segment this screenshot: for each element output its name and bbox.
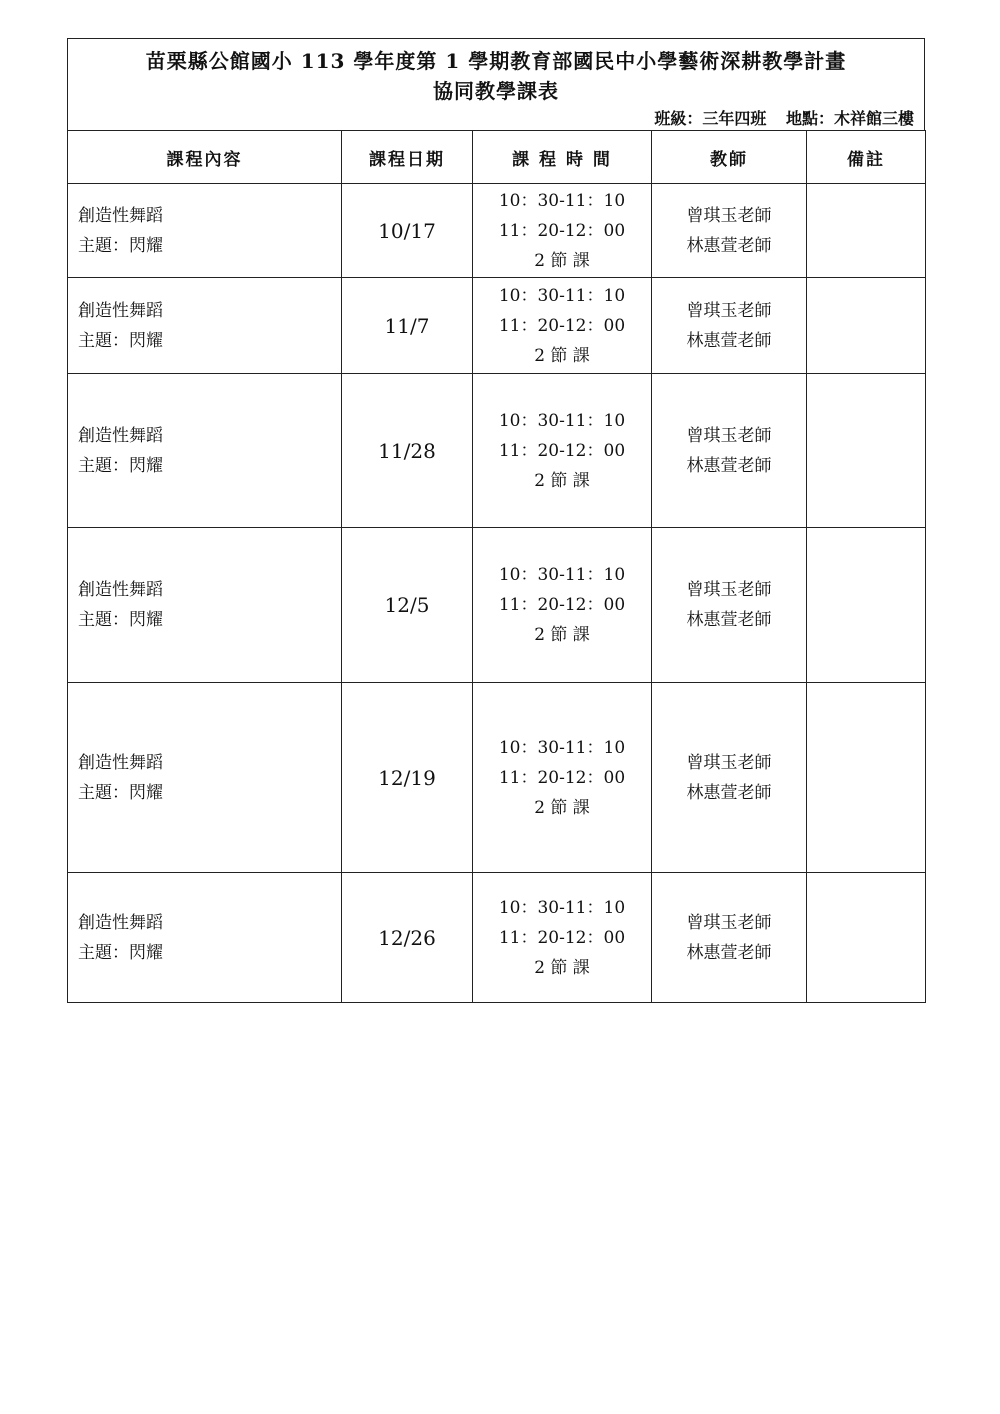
note-cell	[807, 528, 926, 683]
note-cell	[807, 374, 926, 528]
schedule-table	[67, 130, 926, 1003]
note-cell	[807, 184, 926, 278]
time-slot-1: 10：30-11：10	[498, 190, 626, 211]
period-count: 2 節 課	[534, 957, 590, 978]
course-name: 創造性舞蹈	[78, 205, 163, 226]
time-slot-1: 10：30-11：10	[498, 410, 626, 431]
teacher-name-2: 林惠萱老師	[686, 942, 772, 963]
course-theme: 主題：閃耀	[78, 235, 163, 256]
table-header-row	[68, 131, 926, 184]
course-name: 創造性舞蹈	[78, 912, 163, 933]
document-title: 苗栗縣公館國小 113 學年度第 1 學期教育部國民中小學藝術深耕教學計畫	[145, 49, 847, 73]
period-count: 2 節 課	[534, 470, 590, 491]
course-theme: 主題：閃耀	[78, 782, 163, 803]
class-label: 班級：三年四班	[654, 109, 767, 128]
teacher-name-1: 曾琪玉老師	[686, 205, 772, 226]
course-date: 12/19	[342, 683, 473, 873]
class-location-info	[640, 106, 914, 129]
time-slot-2: 11：20-12：00	[498, 315, 626, 336]
location-label: 地點：木祥館三樓	[785, 109, 914, 128]
period-count: 2 節 課	[534, 345, 590, 366]
course-date: 11/7	[342, 278, 473, 374]
course-theme: 主題：閃耀	[78, 610, 163, 630]
time-slot-2: 11：20-12：00	[498, 220, 626, 241]
teacher-name-2: 林惠萱老師	[686, 782, 772, 803]
time-slot-1: 10：30-11：10	[498, 897, 626, 918]
course-name: 創造性舞蹈	[78, 425, 163, 446]
time-slot-1: 10：30-11：10	[498, 737, 626, 758]
course-content-cell	[68, 278, 342, 374]
note-cell	[807, 278, 926, 374]
teacher-cell	[652, 278, 807, 374]
teacher-name-2: 林惠萱老師	[686, 455, 772, 476]
course-content-cell	[68, 184, 342, 278]
course-date: 10/17	[342, 184, 473, 278]
teacher-name-2: 林惠萱老師	[686, 235, 772, 256]
document-subtitle: 協同教學課表	[433, 79, 559, 103]
time-slot-1: 10：30-11：10	[498, 285, 626, 306]
period-count: 2 節 課	[534, 250, 590, 271]
column-header-date: 課程日期	[342, 131, 473, 184]
teacher-name-1: 曾琪玉老師	[686, 300, 772, 321]
teacher-cell	[652, 184, 807, 278]
time-slot-1: 10：30-11：10	[498, 565, 626, 585]
column-header-content: 課程內容	[68, 131, 342, 184]
teacher-cell	[652, 374, 807, 528]
course-time-cell	[473, 528, 652, 683]
period-count: 2 節 課	[534, 625, 590, 645]
table-row	[68, 873, 926, 1003]
period-count: 2 節 課	[534, 797, 590, 818]
course-time-cell	[473, 374, 652, 528]
course-date: 12/26	[342, 873, 473, 1003]
table-row	[68, 683, 926, 873]
table-row	[68, 374, 926, 528]
table-row	[68, 184, 926, 278]
schedule-sheet	[67, 38, 925, 1003]
column-header-time: 課 程 時 間	[473, 131, 652, 184]
table-row	[68, 278, 926, 374]
teacher-name-2: 林惠萱老師	[686, 610, 772, 630]
course-content-cell	[68, 528, 342, 683]
time-slot-2: 11：20-12：00	[498, 927, 626, 948]
column-header-teacher: 教師	[652, 131, 807, 184]
course-time-cell	[473, 278, 652, 374]
teacher-cell	[652, 873, 807, 1003]
course-theme: 主題：閃耀	[78, 455, 163, 476]
time-slot-2: 11：20-12：00	[498, 440, 626, 461]
course-date: 12/5	[342, 528, 473, 683]
note-cell	[807, 683, 926, 873]
course-content-cell	[68, 873, 342, 1003]
course-name: 創造性舞蹈	[78, 580, 163, 600]
teacher-name-1: 曾琪玉老師	[686, 580, 772, 600]
course-content-cell	[68, 683, 342, 873]
course-name: 創造性舞蹈	[78, 300, 163, 321]
teacher-cell	[652, 528, 807, 683]
course-time-cell	[473, 873, 652, 1003]
course-time-cell	[473, 683, 652, 873]
teacher-name-1: 曾琪玉老師	[686, 425, 772, 446]
course-time-cell	[473, 184, 652, 278]
teacher-cell	[652, 683, 807, 873]
teacher-name-1: 曾琪玉老師	[686, 912, 772, 933]
title-block	[67, 38, 925, 130]
column-header-note: 備註	[807, 131, 926, 184]
note-cell	[807, 873, 926, 1003]
teacher-name-1: 曾琪玉老師	[686, 752, 772, 773]
table-row	[68, 528, 926, 683]
course-theme: 主題：閃耀	[78, 330, 163, 351]
time-slot-2: 11：20-12：00	[498, 767, 626, 788]
course-name: 創造性舞蹈	[78, 752, 163, 773]
teacher-name-2: 林惠萱老師	[686, 330, 772, 351]
time-slot-2: 11：20-12：00	[498, 595, 626, 615]
course-content-cell	[68, 374, 342, 528]
course-date: 11/28	[342, 374, 473, 528]
course-theme: 主題：閃耀	[78, 942, 163, 963]
